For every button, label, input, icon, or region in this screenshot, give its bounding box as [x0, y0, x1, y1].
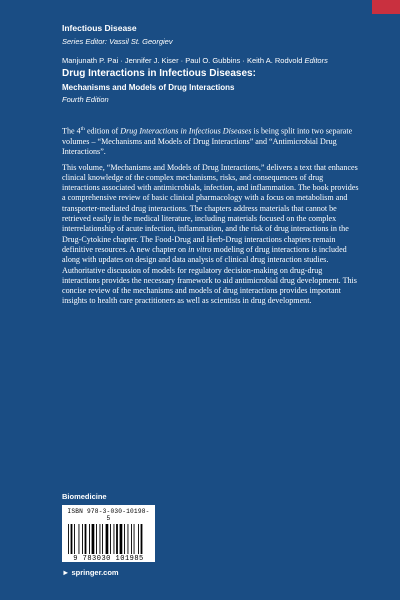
category-label: Biomedicine	[62, 492, 107, 501]
barcode-bars	[68, 524, 150, 554]
description-paragraph-2: This volume, “Mechanisms and Models of Drug Interactions,” delivers a text that enhances clinical knowledge of the complex mechanisms, risks, and consequences of drug interactions associated with antimicrobials, infection, and inflammation. The book provides a comprehensive review of basic clinical pharmacology with a focus on metabolism and transporter-mediated drug interactions. The chapters address materials that cannot be retrieved easily in the medical literature, including materials focused on the complex interrelationship of acute infection, inflammation, and the risk of drug interactions in the Drug-Cytokine chapter. The Food-Drug and Herb-Drug interactions chapters remain definitive resources. A new chapter on in vitro modeling of drug interactions is included along with updates on design and data analysis of clinical drug interaction studies. Authoritative discussion of models for regulatory decision-making on drug-drug interactions provides the necessary framework to aid antimicrobial drug development. This concise review of the mechanisms and models of drug interactions provides important insights to health care practitioners as well as scientists in drug development.	[62, 162, 359, 306]
book-title: Drug Interactions in Infectious Diseases:	[62, 68, 256, 79]
book-authors	[62, 56, 328, 65]
publisher-link[interactable]: ► springer.com	[62, 568, 119, 577]
barcode	[62, 505, 155, 562]
authors-names: Manjunath P. Pai · Jennifer J. Kiser · Paul O. Gubbins · Keith A. Rodvold	[62, 56, 303, 65]
ean-text: 9 783030 101985	[73, 555, 144, 563]
authors-suffix: Editors	[304, 56, 328, 65]
book-edition: Fourth Edition	[62, 95, 109, 104]
description	[62, 124, 362, 312]
book-subtitle: Mechanisms and Models of Drug Interactions	[62, 83, 235, 92]
series-editor: Series Editor: Vassil St. Georgiev	[62, 37, 173, 46]
accent-bar	[372, 0, 400, 14]
description-paragraph-1: The 4th edition of Drug Interactions in Infectious Diseases is being split into two separate volumes – “Mechanisms and Models of Drug Interactions” and “Antimicrobial Drug Interactions”.	[62, 126, 353, 157]
series-title: Infectious Disease	[62, 23, 137, 33]
isbn-text: ISBN 978-3-030-10198-5	[67, 508, 150, 522]
